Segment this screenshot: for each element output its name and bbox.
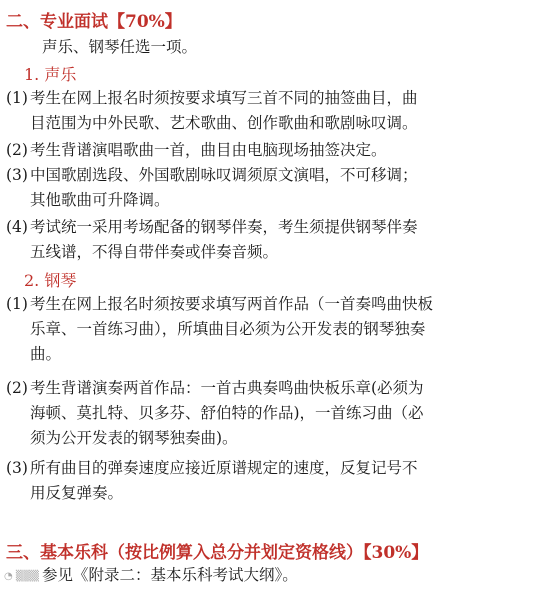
item-text-line: 须为公开发表的钢琴独奏曲)。 [30, 429, 238, 447]
item-number: (3) [6, 166, 28, 184]
item-text-line: 考生背谱演奏两首作品：一首古典奏鸣曲快板乐章(必须为 [30, 379, 424, 397]
item-text-line: 考生背谱演唱歌曲一首，曲目由电脑现场抽签决定。 [30, 141, 387, 159]
section-2-intro: 声乐、钢琴任选一项。 [42, 38, 198, 56]
section-3-heading: 三、基本乐科（按比例算入总分并划定资格线）【30%】 [6, 543, 429, 563]
item-text-line: 考生在网上报名时须按要求填写三首不同的抽签曲目，曲 [30, 89, 418, 107]
watermark-logo: ◔ ▒▒▒ [4, 571, 39, 582]
item-number: (1) [6, 89, 28, 107]
item-text-line: 曲。 [30, 345, 62, 363]
item-number: (3) [6, 459, 28, 477]
item-text-line: 所有曲目的弹奏速度应接近原谱规定的速度，反复记号不 [30, 459, 418, 477]
item-text-line: 考生在网上报名时须按要求填写两首作品（一首奏鸣曲快板 [30, 295, 434, 313]
piano-subheading: 2. 钢琴 [24, 271, 77, 290]
item-text-line: 海顿、莫扎特、贝多芬、舒伯特的作品)，一首练习曲（必 [30, 404, 424, 422]
section-3-intro: 参见《附录二：基本乐科考试大纲》。 [42, 566, 298, 584]
item-text-line: 用反复弹奏。 [30, 484, 124, 502]
item-text-line: 中国歌剧选段、外国歌剧咏叹调须原文演唱，不可移调； [30, 166, 418, 184]
item-number: (2) [6, 141, 28, 159]
section-2-heading: 二、专业面试【70%】 [6, 12, 182, 32]
item-number: (2) [6, 379, 28, 397]
vocal-subheading: 1. 声乐 [24, 65, 77, 84]
item-text-line: 其他歌曲可升降调。 [30, 191, 170, 209]
item-number: (1) [6, 295, 28, 313]
item-text-line: 考试统一采用考场配备的钢琴伴奏，考生须提供钢琴伴奏 [30, 218, 418, 236]
item-text-line: 目范围为中外民歌、艺术歌曲、创作歌曲和歌剧咏叹调。 [30, 114, 418, 132]
item-number: (4) [6, 218, 28, 236]
item-text-line: 乐章、一首练习曲），所填曲目必须为公开发表的钢琴独奏 [30, 320, 426, 338]
item-text-line: 五线谱，不得自带伴奏或伴奏音频。 [30, 243, 279, 261]
